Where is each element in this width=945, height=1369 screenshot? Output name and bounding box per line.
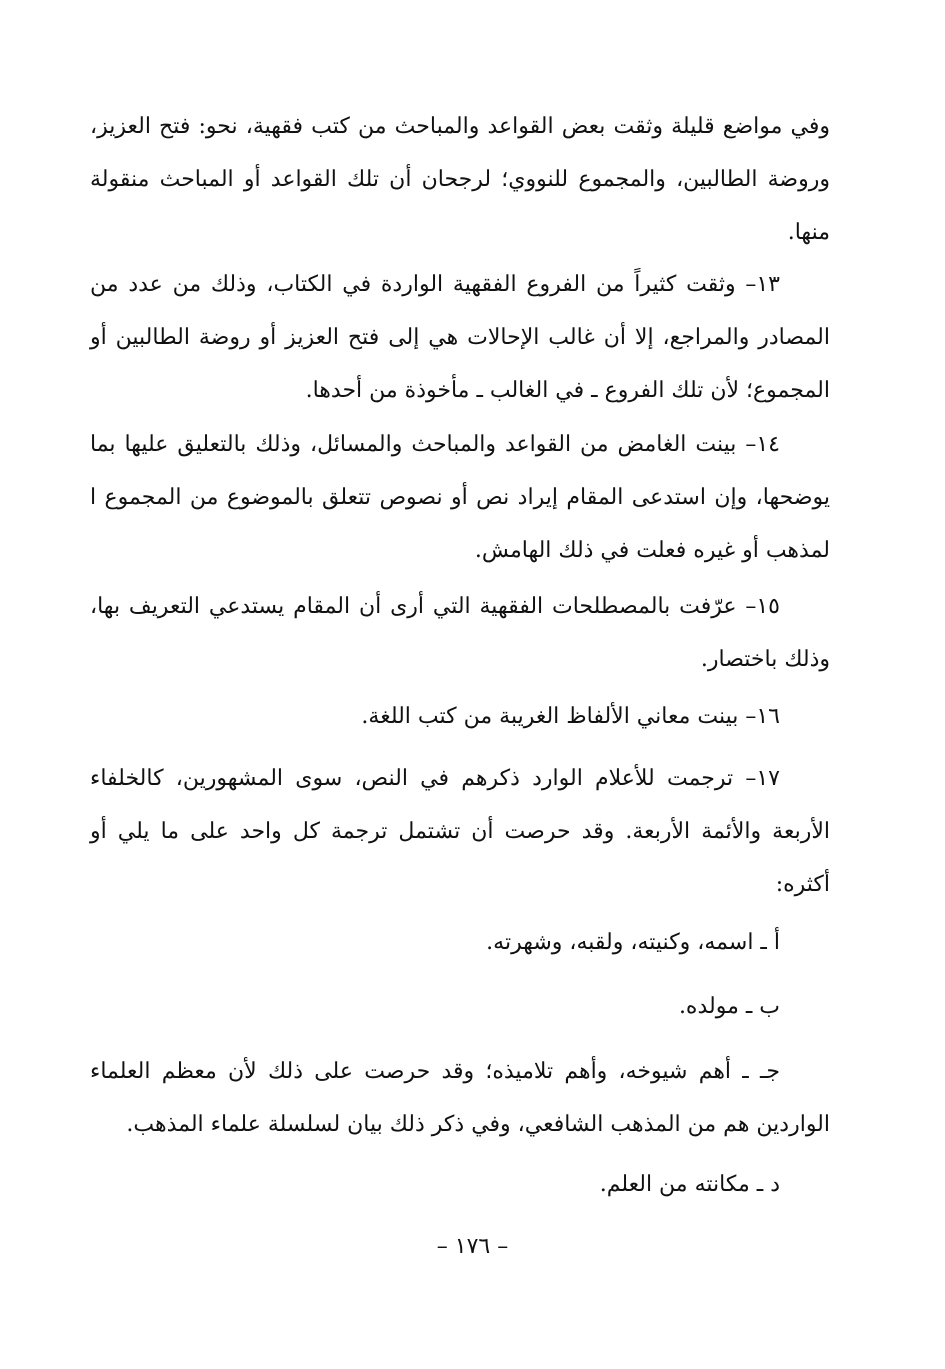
paragraph-14: ١٤– بينت الغامض من القواعد والمباحث والمسائل، وذلك بالتعليق عليها بما يوضحها، وإن استدعى المقام إيراد نص أو نصوص تتعلق بالموضوع من المجموع ا لمذهب أو غيره فعلت في ذلك الهامش. [90,432,830,563]
list-item-d: د ـ مكانته من العلم. [599,1172,780,1197]
paragraph-13: ١٣– وثقت كثيراً من الفروع الفقهية الواردة في الكتاب، وذلك من عدد من المصادر والمراجع، إلا أن غالب الإحالات هي إلى فتح العزيز أو روضة الطالبين أو المجموع؛ لأن تلك الفروع ـ في الغالب ـ مأخوذة من أحدها. [90,272,830,403]
list-item-b: ب ـ مولده. [678,994,780,1019]
paragraph-16: ١٦– بينت معاني الألفاظ الغريبة من كتب اللغة. [361,704,780,729]
list-item-a: أ ـ اسمه، وكنيته، ولقبه، وشهرته. [486,930,780,955]
paragraph-intro: وفي مواضع قليلة وثقت بعض القواعد والمباحث من كتب فقهية، نحو: فتح العزيز، وروضة الطالبين، والمجموع للنووي؛ لرجحان أن تلك القواعد أو المباحث منقولة منها. [90,114,830,245]
paragraph-17: ١٧– ترجمت للأعلام الوارد ذكرهم في النص، سوى المشهورين، كالخلفاء الأربعة والأئمة الأربعة. وقد حرصت أن تشتمل ترجمة كل واحد على ما يلي أو أكثره: [90,766,830,897]
paragraph-15: ١٥– عرّفت بالمصطلحات الفقهية التي أرى أن المقام يستدعي التعريف بها، وذلك باختصار. [90,594,830,672]
page-number: – ١٧٦ – [436,1234,509,1259]
list-item-c: جـ ـ أهم شيوخه، وأهم تلاميذه؛ وقد حرصت على ذلك لأن معظم العلماء الواردين هم من المذهب الشافعي، وفي ذكر ذلك بيان لسلسلة علماء المذهب. [90,1059,830,1137]
